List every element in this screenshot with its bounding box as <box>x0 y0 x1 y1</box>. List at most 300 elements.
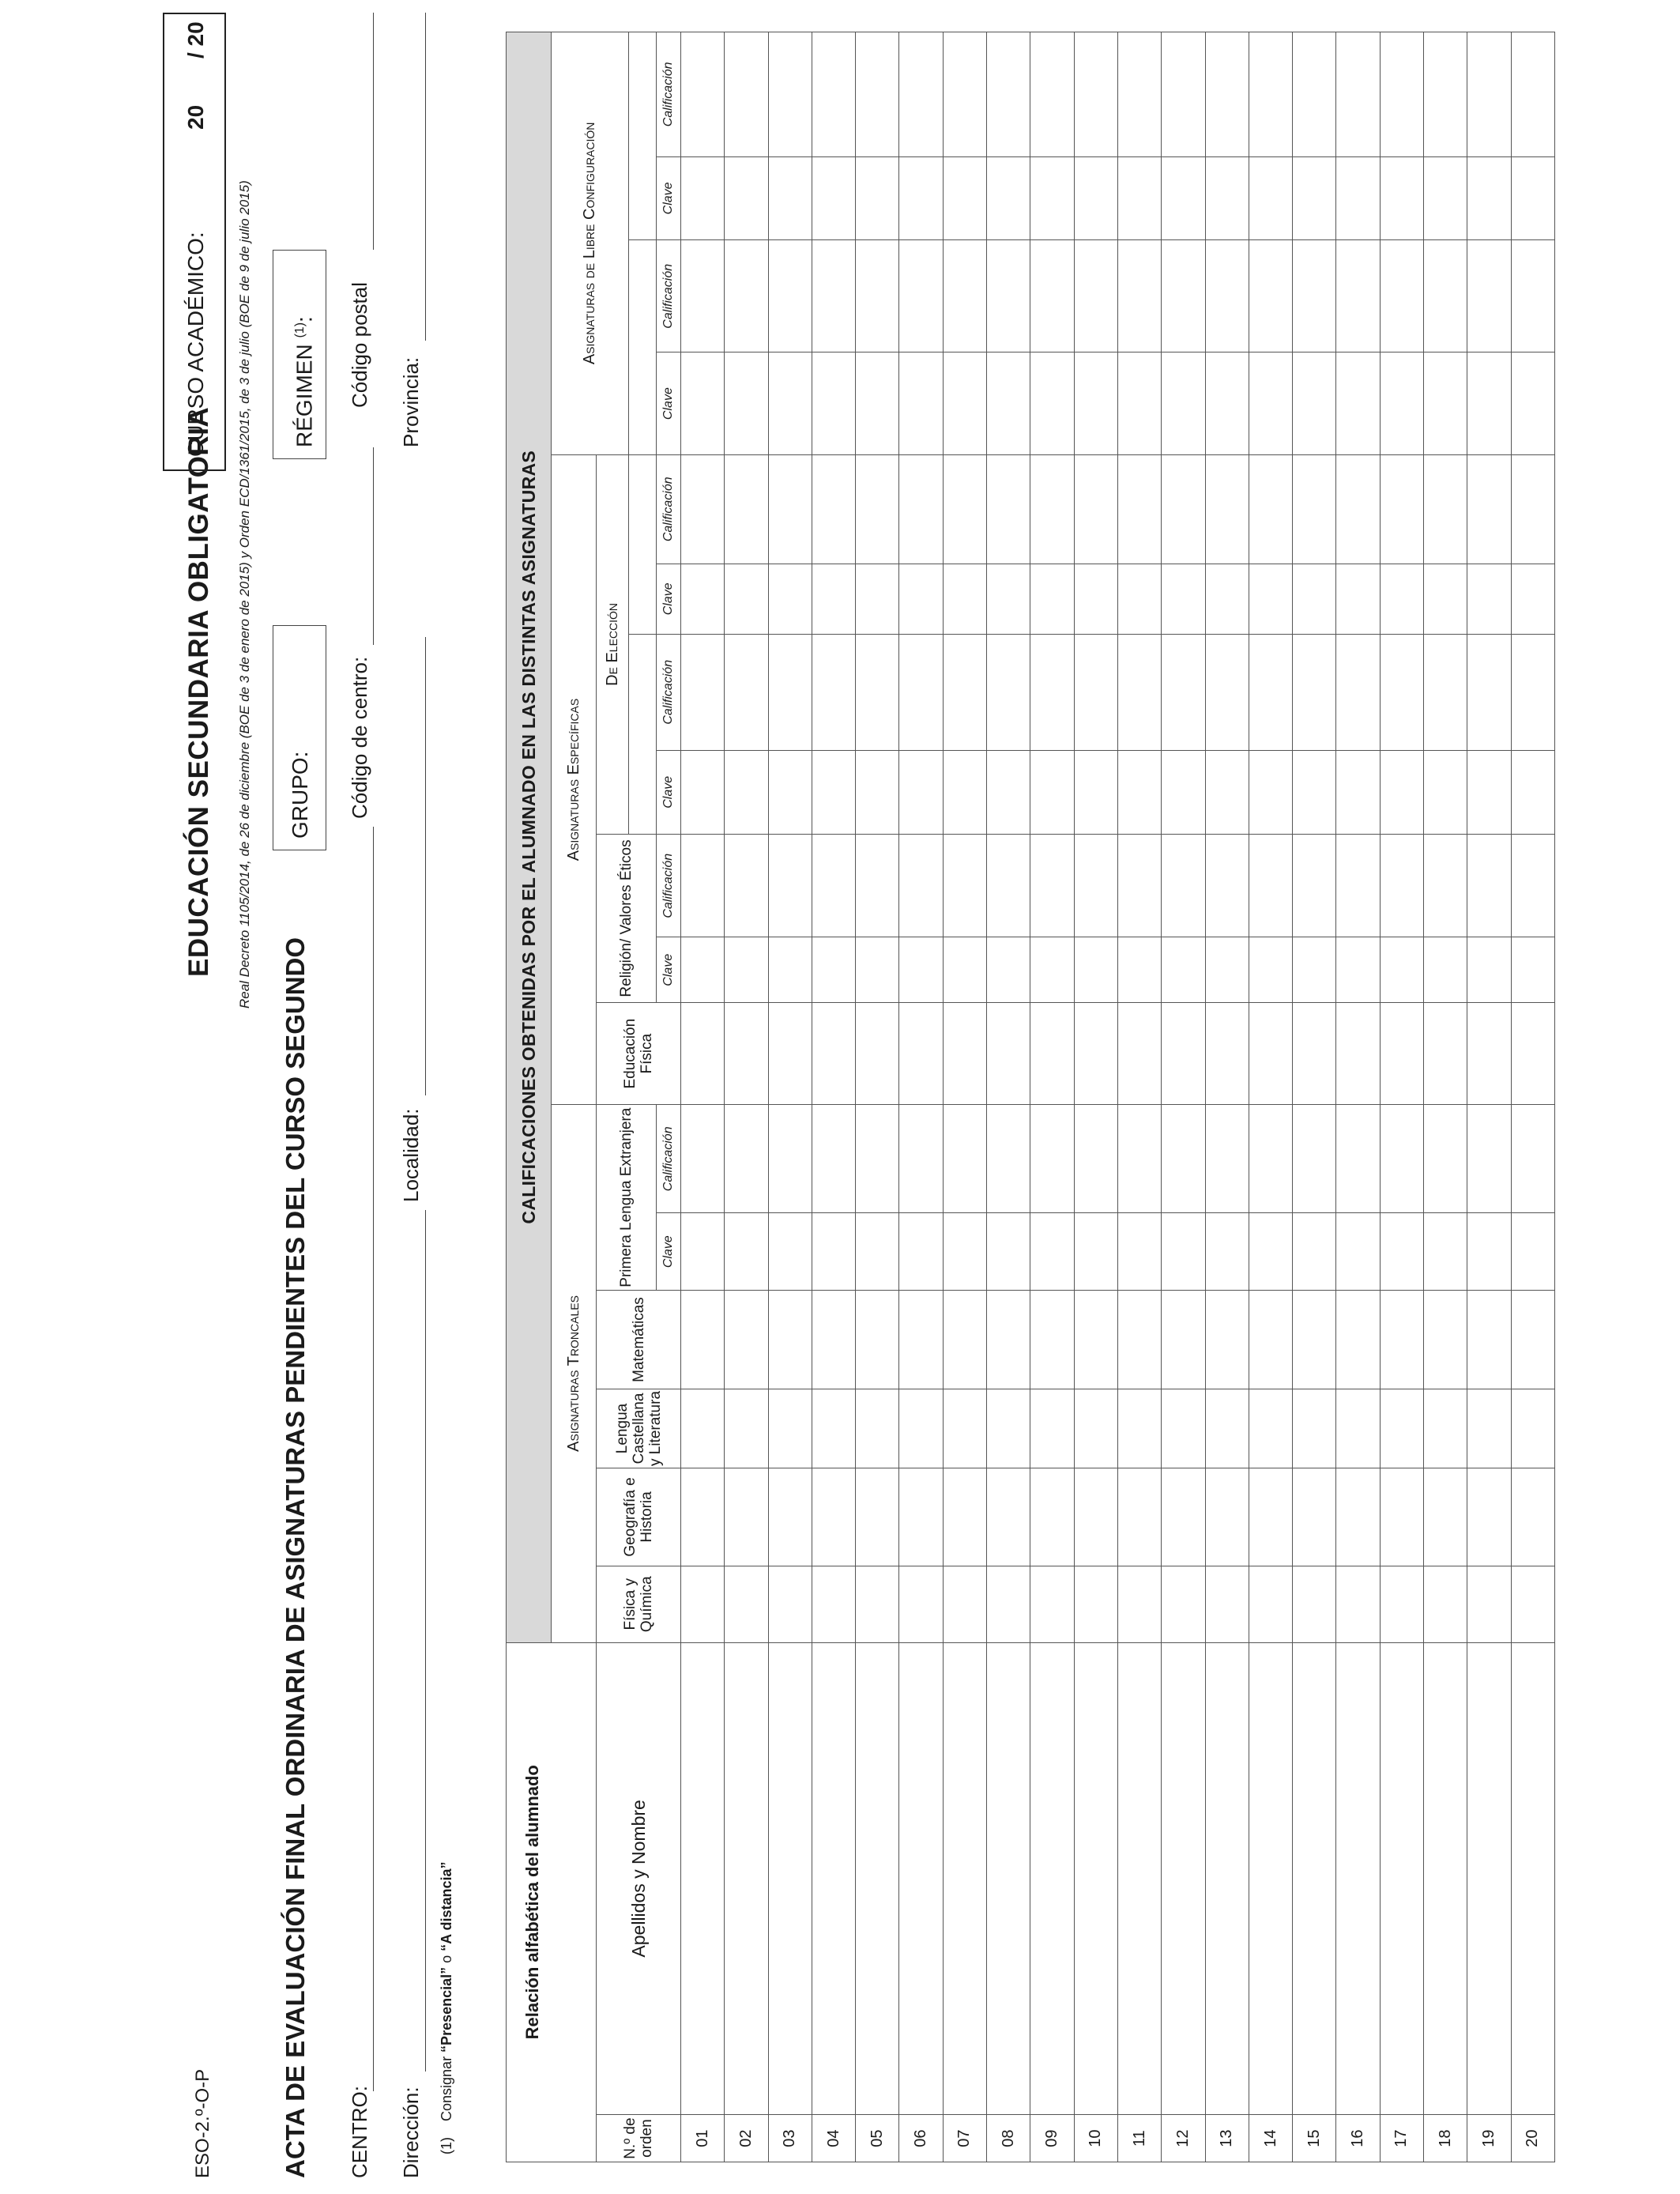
grade-cell[interactable] <box>812 1003 855 1105</box>
grade-cell[interactable] <box>1249 1213 1292 1291</box>
grade-cell[interactable] <box>1467 564 1511 634</box>
grade-cell[interactable] <box>768 1566 812 1642</box>
grade-cell[interactable] <box>1030 750 1074 834</box>
grade-cell[interactable] <box>1293 352 1336 454</box>
grade-cell[interactable] <box>1205 564 1249 634</box>
grade-cell[interactable] <box>1162 937 1205 1003</box>
grade-cell[interactable] <box>899 240 943 352</box>
grade-cell[interactable] <box>1467 835 1511 937</box>
grade-cell[interactable] <box>1424 32 1467 157</box>
student-name-cell[interactable] <box>1467 1642 1511 2115</box>
grade-cell[interactable] <box>1380 564 1423 634</box>
grade-cell[interactable] <box>1293 1389 1336 1468</box>
grade-cell[interactable] <box>1205 32 1249 157</box>
grade-cell[interactable] <box>1511 835 1554 937</box>
grade-cell[interactable] <box>1162 1468 1205 1566</box>
grade-cell[interactable] <box>1074 1105 1117 1213</box>
grade-cell[interactable] <box>856 352 899 454</box>
grade-cell[interactable] <box>1511 937 1554 1003</box>
student-name-cell[interactable] <box>1336 1642 1380 2115</box>
grade-cell[interactable] <box>1336 240 1380 352</box>
grade-cell[interactable] <box>1380 1003 1423 1105</box>
grade-cell[interactable] <box>1380 937 1423 1003</box>
grade-cell[interactable] <box>812 352 855 454</box>
grade-cell[interactable] <box>768 1291 812 1389</box>
student-name-cell[interactable] <box>681 1642 725 2115</box>
grade-cell[interactable] <box>1293 634 1336 750</box>
grade-cell[interactable] <box>1117 32 1161 157</box>
grade-cell[interactable] <box>768 937 812 1003</box>
grade-cell[interactable] <box>1424 454 1467 564</box>
grade-cell[interactable] <box>943 750 986 834</box>
grade-cell[interactable] <box>1336 564 1380 634</box>
grade-cell[interactable] <box>1380 634 1423 750</box>
grade-cell[interactable] <box>1074 1003 1117 1105</box>
grade-cell[interactable] <box>1467 32 1511 157</box>
grade-cell[interactable] <box>1293 937 1336 1003</box>
grade-cell[interactable] <box>1205 1105 1249 1213</box>
grade-cell[interactable] <box>812 156 855 239</box>
grade-cell[interactable] <box>1162 564 1205 634</box>
grade-cell[interactable] <box>1162 1213 1205 1291</box>
grade-cell[interactable] <box>1511 634 1554 750</box>
grade-cell[interactable] <box>943 1389 986 1468</box>
grade-cell[interactable] <box>987 1213 1030 1291</box>
grade-cell[interactable] <box>1336 1105 1380 1213</box>
grade-cell[interactable] <box>1511 750 1554 834</box>
grade-cell[interactable] <box>1336 835 1380 937</box>
grade-cell[interactable] <box>768 156 812 239</box>
grade-cell[interactable] <box>1424 1213 1467 1291</box>
grade-cell[interactable] <box>899 1468 943 1566</box>
grade-cell[interactable] <box>1380 1566 1423 1642</box>
grade-cell[interactable] <box>1074 240 1117 352</box>
grade-cell[interactable] <box>899 1003 943 1105</box>
grade-cell[interactable] <box>1467 634 1511 750</box>
grade-cell[interactable] <box>1380 454 1423 564</box>
grade-cell[interactable] <box>725 564 768 634</box>
grade-cell[interactable] <box>987 1389 1030 1468</box>
grade-cell[interactable] <box>1074 32 1117 157</box>
grade-cell[interactable] <box>768 835 812 937</box>
grade-cell[interactable] <box>1293 1291 1336 1389</box>
grade-cell[interactable] <box>1205 1468 1249 1566</box>
grade-cell[interactable] <box>1336 1003 1380 1105</box>
grade-cell[interactable] <box>1467 156 1511 239</box>
grade-cell[interactable] <box>899 750 943 834</box>
grade-cell[interactable] <box>1293 240 1336 352</box>
grade-cell[interactable] <box>1380 352 1423 454</box>
grade-cell[interactable] <box>1424 1566 1467 1642</box>
grade-cell[interactable] <box>681 1468 725 1566</box>
grade-cell[interactable] <box>899 1105 943 1213</box>
grade-cell[interactable] <box>681 352 725 454</box>
grade-cell[interactable] <box>1249 1566 1292 1642</box>
grade-cell[interactable] <box>681 1291 725 1389</box>
grade-cell[interactable] <box>1205 352 1249 454</box>
grade-cell[interactable] <box>899 352 943 454</box>
grade-cell[interactable] <box>1293 1566 1336 1642</box>
grade-cell[interactable] <box>1205 156 1249 239</box>
grade-cell[interactable] <box>1205 454 1249 564</box>
grade-cell[interactable] <box>1030 634 1074 750</box>
grade-cell[interactable] <box>1030 1213 1074 1291</box>
grade-cell[interactable] <box>1424 156 1467 239</box>
grade-cell[interactable] <box>1467 240 1511 352</box>
grade-cell[interactable] <box>1074 1213 1117 1291</box>
grade-cell[interactable] <box>1249 352 1292 454</box>
grade-cell[interactable] <box>899 454 943 564</box>
grade-cell[interactable] <box>1467 1003 1511 1105</box>
grade-cell[interactable] <box>1424 835 1467 937</box>
grade-cell[interactable] <box>1293 1468 1336 1566</box>
grade-cell[interactable] <box>856 835 899 937</box>
grade-cell[interactable] <box>943 454 986 564</box>
grade-cell[interactable] <box>812 32 855 157</box>
grade-cell[interactable] <box>1162 1566 1205 1642</box>
grade-cell[interactable] <box>681 634 725 750</box>
grade-cell[interactable] <box>681 1566 725 1642</box>
grade-cell[interactable] <box>1380 240 1423 352</box>
grade-cell[interactable] <box>768 1468 812 1566</box>
grade-cell[interactable] <box>1511 564 1554 634</box>
grade-cell[interactable] <box>768 240 812 352</box>
direccion-line[interactable] <box>425 1210 426 2071</box>
grade-cell[interactable] <box>812 634 855 750</box>
grade-cell[interactable] <box>1205 634 1249 750</box>
grade-cell[interactable] <box>1249 1105 1292 1213</box>
grade-cell[interactable] <box>1030 454 1074 564</box>
grade-cell[interactable] <box>1249 1389 1292 1468</box>
grade-cell[interactable] <box>681 240 725 352</box>
grade-cell[interactable] <box>856 1003 899 1105</box>
grade-cell[interactable] <box>812 1213 855 1291</box>
grade-cell[interactable] <box>681 564 725 634</box>
grade-cell[interactable] <box>987 835 1030 937</box>
grade-cell[interactable] <box>681 1003 725 1105</box>
grade-cell[interactable] <box>725 32 768 157</box>
grade-cell[interactable] <box>1074 352 1117 454</box>
grade-cell[interactable] <box>1467 1213 1511 1291</box>
grade-cell[interactable] <box>681 937 725 1003</box>
grade-cell[interactable] <box>1117 1389 1161 1468</box>
grade-cell[interactable] <box>1117 454 1161 564</box>
grade-cell[interactable] <box>1336 1291 1380 1389</box>
grade-cell[interactable] <box>1249 1003 1292 1105</box>
grade-cell[interactable] <box>943 32 986 157</box>
grade-cell[interactable] <box>1162 1003 1205 1105</box>
grade-cell[interactable] <box>856 1213 899 1291</box>
grade-cell[interactable] <box>725 1389 768 1468</box>
grade-cell[interactable] <box>1162 1389 1205 1468</box>
grade-cell[interactable] <box>899 1389 943 1468</box>
grade-cell[interactable] <box>987 240 1030 352</box>
grade-cell[interactable] <box>1030 1389 1074 1468</box>
grade-cell[interactable] <box>1074 1566 1117 1642</box>
grade-cell[interactable] <box>1030 835 1074 937</box>
grade-cell[interactable] <box>1030 352 1074 454</box>
grade-cell[interactable] <box>987 1105 1030 1213</box>
student-name-cell[interactable] <box>1249 1642 1292 2115</box>
grade-cell[interactable] <box>681 1213 725 1291</box>
grade-cell[interactable] <box>1249 1468 1292 1566</box>
grade-cell[interactable] <box>1030 1003 1074 1105</box>
grade-cell[interactable] <box>1249 156 1292 239</box>
grade-cell[interactable] <box>725 1105 768 1213</box>
grade-cell[interactable] <box>856 240 899 352</box>
grade-cell[interactable] <box>1117 156 1161 239</box>
grade-cell[interactable] <box>1511 1291 1554 1389</box>
grade-cell[interactable] <box>725 1213 768 1291</box>
grade-cell[interactable] <box>1074 937 1117 1003</box>
grade-cell[interactable] <box>1030 1105 1074 1213</box>
grade-cell[interactable] <box>1030 240 1074 352</box>
grade-cell[interactable] <box>1424 750 1467 834</box>
grade-cell[interactable] <box>987 750 1030 834</box>
grade-cell[interactable] <box>856 1468 899 1566</box>
grade-cell[interactable] <box>943 1105 986 1213</box>
grade-cell[interactable] <box>1511 156 1554 239</box>
grade-cell[interactable] <box>768 1003 812 1105</box>
grade-cell[interactable] <box>1511 352 1554 454</box>
grade-cell[interactable] <box>1336 352 1380 454</box>
grade-cell[interactable] <box>1074 156 1117 239</box>
grade-cell[interactable] <box>1205 835 1249 937</box>
grade-cell[interactable] <box>987 1566 1030 1642</box>
grade-cell[interactable] <box>1117 1213 1161 1291</box>
grade-cell[interactable] <box>1424 352 1467 454</box>
grade-cell[interactable] <box>1030 937 1074 1003</box>
grade-cell[interactable] <box>1336 1389 1380 1468</box>
grade-cell[interactable] <box>1117 1566 1161 1642</box>
student-name-cell[interactable] <box>1511 1642 1554 2115</box>
grade-cell[interactable] <box>1249 32 1292 157</box>
grade-cell[interactable] <box>1162 1105 1205 1213</box>
grade-cell[interactable] <box>1467 750 1511 834</box>
grade-cell[interactable] <box>1117 1291 1161 1389</box>
centro-line[interactable] <box>373 827 374 2091</box>
grade-cell[interactable] <box>1380 1291 1423 1389</box>
grade-cell[interactable] <box>812 564 855 634</box>
grade-cell[interactable] <box>1293 1213 1336 1291</box>
grade-cell[interactable] <box>1511 32 1554 157</box>
grade-cell[interactable] <box>1380 1213 1423 1291</box>
grupo-box[interactable] <box>273 625 326 850</box>
grade-cell[interactable] <box>856 32 899 157</box>
grade-cell[interactable] <box>899 1566 943 1642</box>
grade-cell[interactable] <box>1074 1468 1117 1566</box>
grade-cell[interactable] <box>1030 1291 1074 1389</box>
grade-cell[interactable] <box>899 156 943 239</box>
student-name-cell[interactable] <box>1030 1642 1074 2115</box>
grade-cell[interactable] <box>725 937 768 1003</box>
grade-cell[interactable] <box>856 1291 899 1389</box>
grade-cell[interactable] <box>987 937 1030 1003</box>
grade-cell[interactable] <box>1336 634 1380 750</box>
codigo-centro-line[interactable] <box>373 447 374 645</box>
grade-cell[interactable] <box>681 454 725 564</box>
grade-cell[interactable] <box>1117 937 1161 1003</box>
student-name-cell[interactable] <box>1293 1642 1336 2115</box>
grade-cell[interactable] <box>1117 835 1161 937</box>
grade-cell[interactable] <box>1380 1468 1423 1566</box>
grade-cell[interactable] <box>1424 240 1467 352</box>
grade-cell[interactable] <box>1467 1468 1511 1566</box>
grade-cell[interactable] <box>943 564 986 634</box>
student-name-cell[interactable] <box>725 1642 768 2115</box>
grade-cell[interactable] <box>1249 564 1292 634</box>
grade-cell[interactable] <box>1467 454 1511 564</box>
grade-cell[interactable] <box>1117 240 1161 352</box>
grade-cell[interactable] <box>1293 32 1336 157</box>
grade-cell[interactable] <box>1205 1003 1249 1105</box>
grade-cell[interactable] <box>1205 937 1249 1003</box>
grade-cell[interactable] <box>812 1291 855 1389</box>
grade-cell[interactable] <box>1380 1105 1423 1213</box>
grade-cell[interactable] <box>1336 1566 1380 1642</box>
grade-cell[interactable] <box>856 1389 899 1468</box>
grade-cell[interactable] <box>943 1566 986 1642</box>
grade-cell[interactable] <box>1424 564 1467 634</box>
student-name-cell[interactable] <box>856 1642 899 2115</box>
grade-cell[interactable] <box>987 634 1030 750</box>
grade-cell[interactable] <box>768 564 812 634</box>
grade-cell[interactable] <box>1117 352 1161 454</box>
grade-cell[interactable] <box>1205 1291 1249 1389</box>
grade-cell[interactable] <box>1074 1389 1117 1468</box>
grade-cell[interactable] <box>768 352 812 454</box>
grade-cell[interactable] <box>1162 240 1205 352</box>
grade-cell[interactable] <box>1424 1003 1467 1105</box>
grade-cell[interactable] <box>899 564 943 634</box>
grade-cell[interactable] <box>1162 454 1205 564</box>
grade-cell[interactable] <box>1511 240 1554 352</box>
grade-cell[interactable] <box>812 240 855 352</box>
grade-cell[interactable] <box>725 1566 768 1642</box>
grade-cell[interactable] <box>856 454 899 564</box>
provincia-line[interactable] <box>425 13 426 341</box>
grade-cell[interactable] <box>1205 1566 1249 1642</box>
grade-cell[interactable] <box>1117 750 1161 834</box>
grade-cell[interactable] <box>1424 634 1467 750</box>
grade-cell[interactable] <box>943 1003 986 1105</box>
grade-cell[interactable] <box>1293 454 1336 564</box>
regimen-box[interactable] <box>273 250 326 459</box>
grade-cell[interactable] <box>899 32 943 157</box>
grade-cell[interactable] <box>681 1105 725 1213</box>
grade-cell[interactable] <box>1511 1213 1554 1291</box>
grade-cell[interactable] <box>987 1003 1030 1105</box>
grade-cell[interactable] <box>1162 1291 1205 1389</box>
grade-cell[interactable] <box>1249 937 1292 1003</box>
grade-cell[interactable] <box>1162 750 1205 834</box>
grade-cell[interactable] <box>899 835 943 937</box>
grade-cell[interactable] <box>987 156 1030 239</box>
grade-cell[interactable] <box>1117 1003 1161 1105</box>
grade-cell[interactable] <box>768 454 812 564</box>
grade-cell[interactable] <box>812 1105 855 1213</box>
grade-cell[interactable] <box>1293 1105 1336 1213</box>
grade-cell[interactable] <box>725 352 768 454</box>
student-name-cell[interactable] <box>987 1642 1030 2115</box>
student-name-cell[interactable] <box>1424 1642 1467 2115</box>
grade-cell[interactable] <box>987 454 1030 564</box>
grade-cell[interactable] <box>1336 750 1380 834</box>
grade-cell[interactable] <box>1424 1468 1467 1566</box>
grade-cell[interactable] <box>943 156 986 239</box>
grade-cell[interactable] <box>1467 1566 1511 1642</box>
grade-cell[interactable] <box>768 1105 812 1213</box>
grade-cell[interactable] <box>768 1213 812 1291</box>
grade-cell[interactable] <box>1074 1291 1117 1389</box>
grade-cell[interactable] <box>1074 454 1117 564</box>
grade-cell[interactable] <box>1030 32 1074 157</box>
grade-cell[interactable] <box>987 32 1030 157</box>
grade-cell[interactable] <box>1249 454 1292 564</box>
grade-cell[interactable] <box>1380 1389 1423 1468</box>
grade-cell[interactable] <box>725 156 768 239</box>
grade-cell[interactable] <box>812 1566 855 1642</box>
grade-cell[interactable] <box>1380 156 1423 239</box>
grade-cell[interactable] <box>1293 156 1336 239</box>
grade-cell[interactable] <box>725 240 768 352</box>
grade-cell[interactable] <box>1511 1468 1554 1566</box>
grade-cell[interactable] <box>856 564 899 634</box>
grade-cell[interactable] <box>1030 564 1074 634</box>
grade-cell[interactable] <box>725 1468 768 1566</box>
grade-cell[interactable] <box>1030 1566 1074 1642</box>
grade-cell[interactable] <box>1074 835 1117 937</box>
grade-cell[interactable] <box>1249 634 1292 750</box>
grade-cell[interactable] <box>725 634 768 750</box>
grade-cell[interactable] <box>1511 1105 1554 1213</box>
student-name-cell[interactable] <box>1380 1642 1423 2115</box>
grade-cell[interactable] <box>1162 634 1205 750</box>
grade-cell[interactable] <box>987 1468 1030 1566</box>
grade-cell[interactable] <box>681 156 725 239</box>
grade-cell[interactable] <box>943 835 986 937</box>
grade-cell[interactable] <box>899 1213 943 1291</box>
grade-cell[interactable] <box>1030 1468 1074 1566</box>
grade-cell[interactable] <box>987 352 1030 454</box>
grade-cell[interactable] <box>899 937 943 1003</box>
grade-cell[interactable] <box>1293 564 1336 634</box>
student-name-cell[interactable] <box>1074 1642 1117 2115</box>
grade-cell[interactable] <box>1293 1003 1336 1105</box>
grade-cell[interactable] <box>1162 156 1205 239</box>
grade-cell[interactable] <box>1336 1213 1380 1291</box>
grade-cell[interactable] <box>1336 454 1380 564</box>
grade-cell[interactable] <box>1424 1105 1467 1213</box>
grade-cell[interactable] <box>812 937 855 1003</box>
grade-cell[interactable] <box>1467 1105 1511 1213</box>
student-name-cell[interactable] <box>1162 1642 1205 2115</box>
curso-academico-box[interactable] <box>163 13 226 471</box>
grade-cell[interactable] <box>856 937 899 1003</box>
grade-cell[interactable] <box>943 240 986 352</box>
grade-cell[interactable] <box>1030 156 1074 239</box>
grade-cell[interactable] <box>1424 1291 1467 1389</box>
grade-cell[interactable] <box>899 1291 943 1389</box>
grade-cell[interactable] <box>943 352 986 454</box>
grade-cell[interactable] <box>856 634 899 750</box>
grade-cell[interactable] <box>856 750 899 834</box>
grade-cell[interactable] <box>1511 454 1554 564</box>
grade-cell[interactable] <box>1467 937 1511 1003</box>
grade-cell[interactable] <box>1293 750 1336 834</box>
grade-cell[interactable] <box>1511 1566 1554 1642</box>
grade-cell[interactable] <box>987 1291 1030 1389</box>
